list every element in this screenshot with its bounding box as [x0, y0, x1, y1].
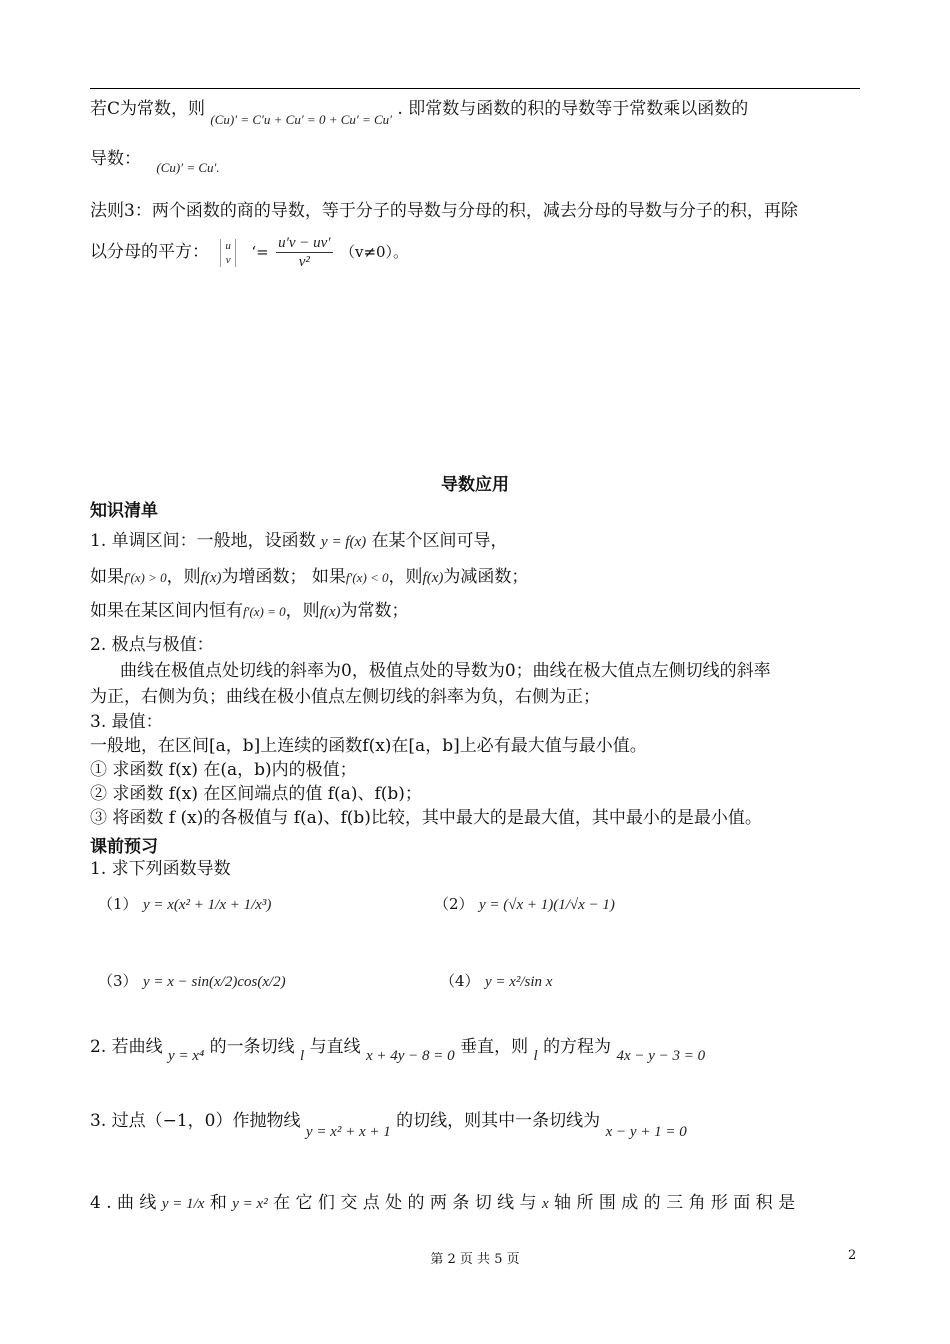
text: 与直线: [309, 1037, 361, 1057]
text: 如果: [90, 567, 124, 587]
formula: y = f(x): [321, 534, 367, 550]
text: 为减函数；: [443, 567, 529, 587]
exercise-3: [98, 970, 286, 993]
text: 4 . 曲 线: [90, 1193, 157, 1213]
formula: v²: [298, 254, 310, 270]
formula: x − y + 1 = 0: [605, 1124, 687, 1140]
text: （1）: [98, 895, 138, 913]
preview-question-3: [90, 1110, 687, 1140]
text: ，则: [388, 567, 423, 587]
text: 为增函数； 如果: [221, 567, 346, 587]
text: 1. 单调区间：一般地，设函数: [90, 531, 316, 551]
formula: x: [541, 1196, 549, 1212]
knowledge-item-6: 为正，右侧为负；曲线在极小值点左侧切线的斜率为负，右侧为正；: [90, 687, 600, 707]
text: 为常数；: [340, 601, 409, 621]
knowledge-item-11: ③ 将函数 f (x)的各极值与 f(a)、f(b)比较，其中最大的是最大值，其中最小的是最小值。: [90, 808, 762, 828]
text: （4）: [440, 972, 480, 990]
knowledge-heading: 知识清单: [90, 501, 158, 521]
text: （v≠0）。: [339, 243, 409, 261]
text: ‘=: [251, 243, 269, 261]
text: 如果在某区间内恒有: [90, 601, 243, 621]
text: 轴 所 围 成 的 三 角 形 面 积 是: [554, 1193, 796, 1213]
quotient-bracket: [220, 239, 236, 267]
formula: y = 1/x: [161, 1196, 205, 1212]
exercise-1: [98, 893, 271, 916]
text: 的一条切线: [209, 1037, 295, 1057]
formula: l: [533, 1048, 538, 1064]
formula: u: [225, 239, 231, 252]
formula: y = x − sin(x/2)cos(x/2): [142, 974, 286, 990]
text: 在某个区间可导，: [371, 531, 508, 551]
formula: f′(x) = 0: [243, 604, 286, 619]
text: 的切线，则其中一条切线为: [396, 1111, 601, 1131]
text: 和: [209, 1193, 227, 1213]
header-rule: [90, 88, 860, 89]
text: 3. 过点（−1，0）作抛物线: [90, 1111, 301, 1131]
formula: f(x): [319, 604, 341, 620]
preview-question-1: 1. 求下列函数导数: [90, 859, 231, 879]
knowledge-item-4: 2. 极点与极值：: [90, 635, 214, 655]
text: （2）: [434, 895, 474, 913]
knowledge-item-9: ① 求函数 f(x) 在(a，b)内的极值；: [90, 760, 357, 780]
knowledge-item-5: 曲线在极值点处切线的斜率为0，极值点处的导数为0；曲线在极大值点左侧切线的斜率: [120, 661, 771, 681]
formula: y = x(x² + 1/x + 1/x³): [142, 897, 272, 913]
rule3-line-1: 法则3：两个函数的商的导数，等于分子的导数与分母的积，减去分母的导数与分子的积，再除: [90, 201, 798, 221]
text: 的方程为: [543, 1037, 612, 1057]
constant-rule-line: [90, 98, 749, 127]
knowledge-item-1: [90, 530, 508, 553]
knowledge-item-8: 一般地，在区间[a，b]上连续的函数f(x)在[a，b]上必有最大值与最小值。: [90, 736, 647, 756]
formula: y = x⁴: [168, 1048, 205, 1064]
exercise-4: [440, 970, 552, 993]
constant-rule-line-2: [90, 148, 220, 175]
formula: y = x²/sin x: [484, 974, 553, 990]
text: . 即常数与函数的积的导数等于常数乘以函数的: [397, 99, 749, 119]
formula: v: [225, 253, 231, 266]
text: 2. 若曲线: [90, 1037, 163, 1057]
exercise-2: [434, 893, 615, 916]
knowledge-item-10: ② 求函数 f(x) 在区间端点的值 f(a)、f(b)；: [90, 784, 422, 804]
page-number: 2: [848, 1248, 857, 1263]
knowledge-item-2: [90, 566, 528, 589]
text: ，则: [285, 601, 320, 621]
formula: f′(x) > 0: [124, 570, 167, 585]
preview-heading: 课前预习: [90, 837, 158, 857]
formula: f(x): [422, 570, 444, 586]
formula: (Cu)′ = Cu′.: [156, 160, 220, 175]
page-footer: 第 2 页 共 5 页: [430, 1252, 520, 1267]
formula: u′v − uv′: [278, 235, 331, 251]
preview-question-4: [90, 1192, 795, 1215]
rule3-line-2: [90, 234, 408, 271]
text: （3）: [98, 972, 138, 990]
formula: f(x): [200, 570, 222, 586]
formula: y = x²: [232, 1196, 268, 1212]
formula: (Cu)′ = C′u + Cu′ = 0 + Cu′ = Cu′: [210, 112, 393, 127]
formula: y = x² + x + 1: [305, 1124, 391, 1140]
quotient-fraction: [276, 234, 333, 271]
formula: f′(x) < 0: [345, 570, 389, 585]
text: ，则: [166, 567, 201, 587]
page-title: 导数应用: [441, 475, 509, 495]
text: 在 它 们 交 点 处 的 两 条 切 线 与: [273, 1193, 537, 1213]
text: 导数：: [90, 149, 141, 169]
knowledge-item-3: [90, 600, 408, 623]
text: 若C为常数，则: [90, 99, 206, 119]
text: 以分母的平方：: [90, 242, 209, 262]
knowledge-item-7: 3. 最值：: [90, 712, 163, 732]
formula: l: [300, 1048, 305, 1064]
text: 垂直，则: [460, 1037, 529, 1057]
preview-question-2: [90, 1036, 706, 1064]
formula: x + 4y − 8 = 0: [365, 1048, 455, 1064]
formula: y = (√x + 1)(1/√x − 1): [478, 897, 615, 913]
formula: 4x − y − 3 = 0: [616, 1048, 706, 1064]
